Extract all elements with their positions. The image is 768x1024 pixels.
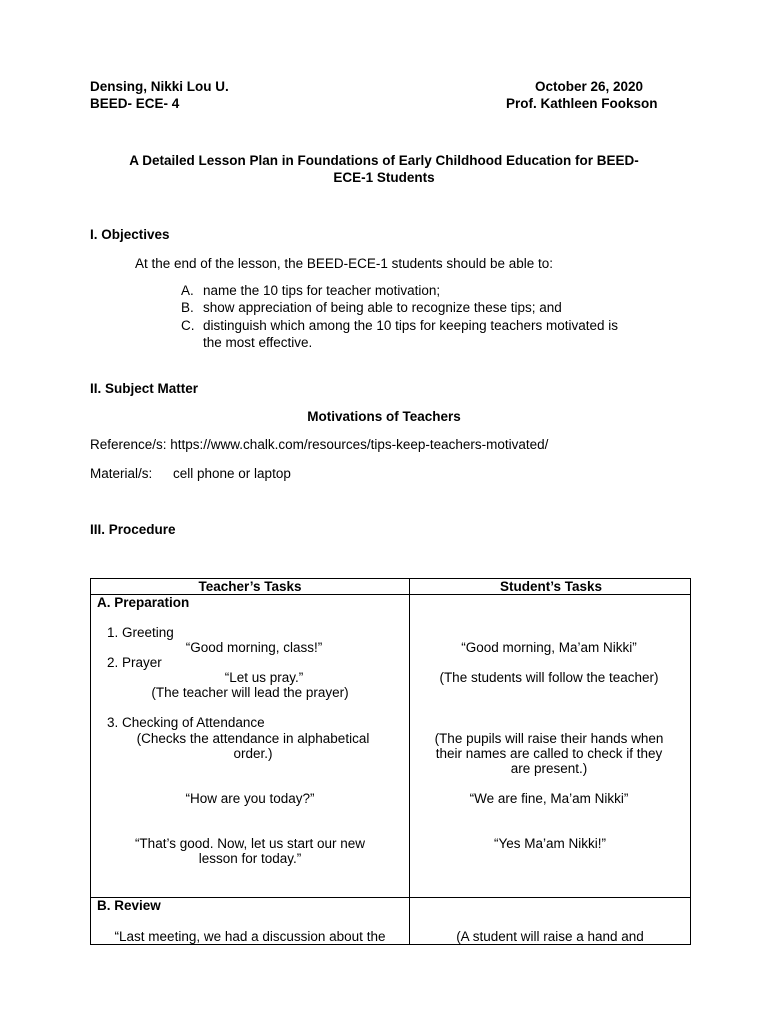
- attendance-teacher-1: (Checks the attendance in alphabetical: [136, 731, 370, 746]
- professor-name: Prof. Kathleen Fookson: [506, 96, 658, 111]
- attendance-student-1: (The pupils will raise their hands when: [434, 731, 664, 746]
- review-student: (A student will raise a hand and: [456, 929, 644, 944]
- objectives-intro: At the end of the lesson, the BEED-ECE-1 students should be able to:: [135, 256, 554, 271]
- lesson-plan-title-line2: ECE-1 Students: [333, 170, 435, 185]
- col-header-student: Student’s Tasks: [499, 579, 603, 594]
- preparation-heading: A. Preparation: [97, 595, 190, 610]
- howareyou-teacher: “How are you today?”: [185, 791, 315, 806]
- review-teacher: “Last meeting, we had a discussion about the: [114, 929, 386, 944]
- greeting-label: 1. Greeting: [107, 625, 174, 640]
- attendance-label: 3. Checking of Attendance: [107, 715, 265, 730]
- objective-item-c-cont: the most effective.: [203, 335, 313, 350]
- review-heading: B. Review: [97, 898, 161, 913]
- objective-marker-c: C.: [181, 318, 195, 333]
- col-header-teacher: Teacher’s Tasks: [198, 579, 302, 594]
- column-divider: [409, 579, 410, 944]
- objective-item-a: name the 10 tips for teacher motivation;: [203, 283, 441, 298]
- materials-label: Material/s:: [90, 466, 153, 481]
- objective-marker-b: B.: [181, 300, 194, 315]
- objective-item-b: show appreciation of being able to recognize these tips; and: [203, 300, 562, 315]
- start-lesson-teacher-2: lesson for today.”: [198, 851, 302, 866]
- start-lesson-student: “Yes Ma’am Nikki!”: [493, 836, 607, 851]
- document-date: October 26, 2020: [535, 79, 644, 94]
- objective-item-c: distinguish which among the 10 tips for keeping teachers motivated is: [203, 318, 618, 333]
- prayer-teacher: “Let us pray.”: [224, 670, 304, 685]
- procedure-table: [90, 578, 691, 945]
- attendance-teacher-2: order.): [233, 746, 273, 761]
- greeting-student: “Good morning, Ma’am Nikki”: [461, 640, 637, 655]
- subject-matter-heading: II. Subject Matter: [90, 381, 199, 396]
- attendance-student-3: are present.): [510, 761, 588, 776]
- course-section: BEED- ECE- 4: [90, 96, 180, 111]
- reference-line: Reference/s: https://www.chalk.com/resources/tips-keep-teachers-motivated/: [90, 437, 549, 452]
- student-name: Densing, Nikki Lou U.: [90, 79, 229, 94]
- prayer-teacher-note: (The teacher will lead the prayer): [151, 685, 349, 700]
- lesson-plan-title-line1: A Detailed Lesson Plan in Foundations of Early Childhood Education for BEED-: [129, 153, 639, 168]
- objectives-heading: I. Objectives: [90, 227, 170, 242]
- subject-topic: Motivations of Teachers: [307, 409, 461, 424]
- prayer-student: (The students will follow the teacher): [439, 670, 659, 685]
- greeting-teacher: “Good morning, class!”: [185, 640, 323, 655]
- procedure-heading: III. Procedure: [90, 522, 176, 537]
- start-lesson-teacher-1: “That’s good. Now, let us start our new: [134, 836, 366, 851]
- review-divider: [91, 897, 690, 898]
- materials-value: cell phone or laptop: [173, 466, 291, 481]
- objective-marker-a: A.: [181, 283, 194, 298]
- prayer-label: 2. Prayer: [107, 655, 162, 670]
- howareyou-student: “We are fine, Ma’am Nikki”: [469, 791, 629, 806]
- attendance-student-2: their names are called to check if they: [435, 746, 663, 761]
